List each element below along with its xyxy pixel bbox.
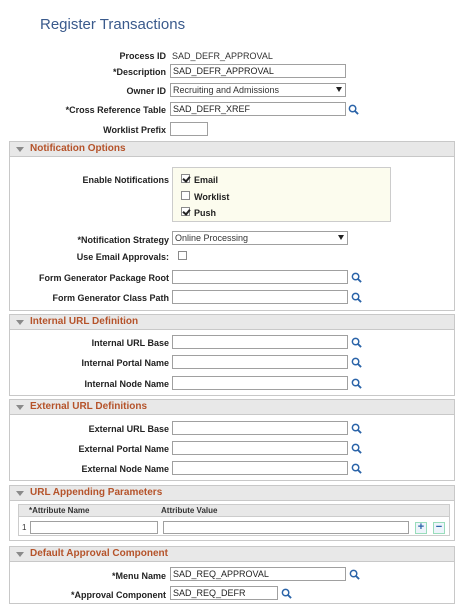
delete-row-button[interactable]: − <box>433 522 445 534</box>
notification-options-header[interactable] <box>10 142 454 157</box>
external-node-input[interactable] <box>172 461 348 475</box>
chevron-down-icon <box>338 235 344 240</box>
external-url-header[interactable] <box>10 400 454 415</box>
pkg-root-label: Form Generator Package Root <box>38 273 169 283</box>
approval-title: Default Approval Component <box>30 548 168 559</box>
page-title: Register Transactions <box>40 16 186 33</box>
lookup-icon[interactable] <box>349 569 360 580</box>
enable-notifications-label: Enable Notifications <box>82 175 169 185</box>
notification-options-title: Notification Options <box>30 143 126 154</box>
notification-strategy-value: Online Processing <box>175 233 249 243</box>
process-id-value: SAD_DEFR_APPROVAL <box>172 51 273 61</box>
attribute-value-column[interactable]: Attribute Value <box>161 506 218 515</box>
lookup-icon[interactable] <box>351 378 362 389</box>
cross-ref-input[interactable]: SAD_DEFR_XREF <box>170 102 346 116</box>
worklist-checkbox[interactable] <box>181 191 190 200</box>
lookup-icon[interactable] <box>351 292 362 303</box>
internal-node-label: Internal Node Name <box>84 379 169 389</box>
worklist-prefix-label: Worklist Prefix <box>103 125 166 135</box>
push-checkbox[interactable] <box>181 207 190 216</box>
collapse-icon[interactable] <box>16 552 24 557</box>
internal-url-header[interactable] <box>10 315 454 330</box>
cross-ref-label: *Cross Reference Table <box>65 105 166 115</box>
lookup-icon[interactable] <box>351 357 362 368</box>
internal-node-input[interactable] <box>172 376 348 390</box>
lookup-icon[interactable] <box>351 443 362 454</box>
lookup-icon[interactable] <box>281 588 292 599</box>
pkg-root-input[interactable] <box>172 270 348 284</box>
owner-id-select[interactable] <box>170 83 346 97</box>
approval-component-label: *Approval Component <box>70 590 166 600</box>
menu-name-input[interactable]: SAD_REQ_APPROVAL <box>170 567 346 581</box>
external-url-title: External URL Definitions <box>30 401 148 412</box>
internal-base-label: Internal URL Base <box>91 338 169 348</box>
lookup-icon[interactable] <box>351 272 362 283</box>
email-approvals-checkbox[interactable] <box>178 251 187 260</box>
external-node-label: External Node Name <box>81 464 169 474</box>
collapse-icon[interactable] <box>16 147 24 152</box>
collapse-icon[interactable] <box>16 405 24 410</box>
lookup-icon[interactable] <box>351 463 362 474</box>
approval-header[interactable] <box>10 547 454 562</box>
row-number: 1 <box>22 523 27 532</box>
lookup-icon[interactable] <box>351 337 362 348</box>
external-base-input[interactable] <box>172 421 348 435</box>
email-label: Email <box>194 175 219 185</box>
internal-base-input[interactable] <box>172 335 348 349</box>
attribute-value-input[interactable] <box>163 521 409 534</box>
worklist-prefix-input[interactable] <box>170 122 208 136</box>
process-id-label: Process ID <box>119 51 166 61</box>
url-params-header[interactable] <box>10 486 454 501</box>
chevron-down-icon <box>336 87 342 92</box>
lookup-icon[interactable] <box>348 104 359 115</box>
external-portal-label: External Portal Name <box>78 444 169 454</box>
external-base-label: External URL Base <box>88 424 169 434</box>
collapse-icon[interactable] <box>16 491 24 496</box>
menu-name-label: *Menu Name <box>111 571 166 581</box>
worklist-label: Worklist <box>194 192 230 202</box>
push-label: Push <box>194 208 217 218</box>
description-input[interactable]: SAD_DEFR_APPROVAL <box>170 64 346 78</box>
notification-strategy-select[interactable] <box>172 231 348 245</box>
owner-id-value: Recruiting and Admissions <box>173 85 280 95</box>
add-row-button[interactable]: + <box>415 522 427 534</box>
notification-strategy-label: *Notification Strategy <box>77 235 169 245</box>
description-label: *Description <box>112 67 166 77</box>
collapse-icon[interactable] <box>16 320 24 325</box>
email-approvals-label: Use Email Approvals: <box>76 252 169 262</box>
class-path-label: Form Generator Class Path <box>52 293 169 303</box>
url-params-grid-header <box>19 505 449 517</box>
internal-portal-input[interactable] <box>172 355 348 369</box>
lookup-icon[interactable] <box>351 423 362 434</box>
email-checkbox[interactable] <box>181 174 190 183</box>
approval-component-input[interactable]: SAD_REQ_DEFR <box>170 586 278 600</box>
url-params-grid <box>18 504 450 536</box>
internal-portal-label: Internal Portal Name <box>81 358 169 368</box>
url-params-title: URL Appending Parameters <box>30 487 163 498</box>
owner-id-label: Owner ID <box>126 86 166 96</box>
class-path-input[interactable] <box>172 290 348 304</box>
attribute-name-input[interactable] <box>30 521 158 534</box>
external-portal-input[interactable] <box>172 441 348 455</box>
internal-url-title: Internal URL Definition <box>30 316 139 327</box>
attribute-name-column[interactable]: *Attribute Name <box>29 506 90 515</box>
